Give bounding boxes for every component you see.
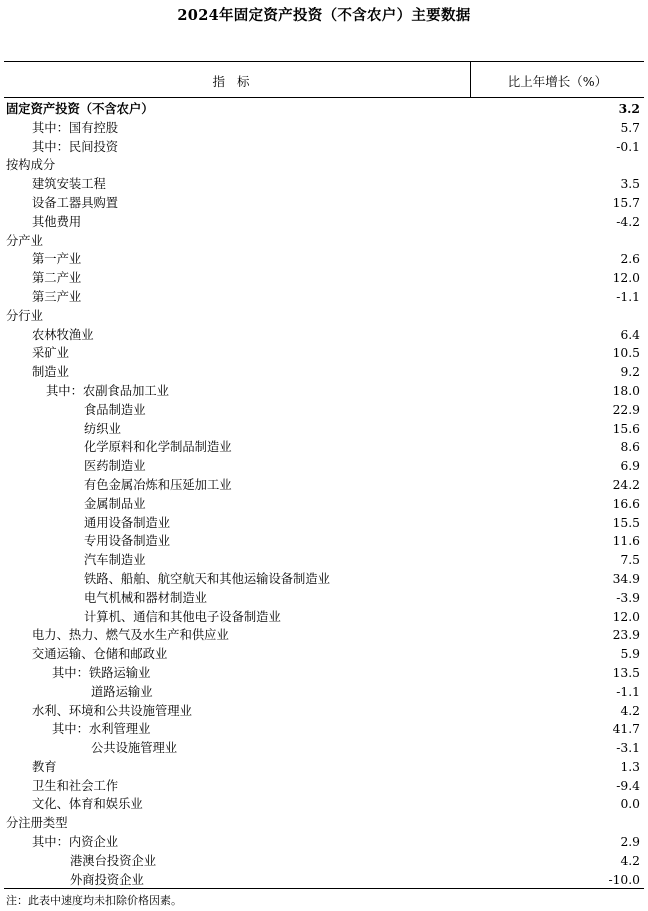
row-value: 18.0 <box>612 383 640 398</box>
row-value: 15.6 <box>612 421 640 436</box>
row-label: 电力、热力、燃气及水生产和供应业 <box>32 628 229 643</box>
row-value: -0.1 <box>616 139 640 154</box>
table-row <box>0 758 648 777</box>
table-footnote: 注：此表中速度均未扣除价格因素。 <box>6 894 182 907</box>
row-value: -1.1 <box>616 289 640 304</box>
row-label: 第一产业 <box>32 252 82 267</box>
row-value: 5.7 <box>620 120 640 135</box>
table-row <box>0 269 648 288</box>
table-row <box>0 495 648 514</box>
row-value: -4.2 <box>616 214 640 229</box>
row-label: 道路运输业 <box>91 684 153 699</box>
row-label: 有色金属冶炼和压延加工业 <box>84 477 232 492</box>
table-row <box>0 683 648 702</box>
table-row <box>0 175 648 194</box>
table-bottom-rule <box>4 888 644 889</box>
row-value: 2.6 <box>620 252 640 267</box>
row-value: 3.5 <box>620 177 640 192</box>
row-label: 计算机、通信和其他电子设备制造业 <box>84 609 281 624</box>
table-row <box>0 777 648 796</box>
row-label: 其他费用 <box>32 214 82 229</box>
row-label: 农林牧渔业 <box>32 327 94 342</box>
row-label: 食品制造业 <box>84 402 146 417</box>
table-row <box>0 213 648 232</box>
row-label: 纺织业 <box>84 421 121 436</box>
table-row <box>0 138 648 157</box>
row-value: 34.9 <box>612 571 640 586</box>
row-value: 12.0 <box>612 271 640 286</box>
row-value: -3.9 <box>616 590 640 605</box>
row-label: 分注册类型 <box>6 816 68 831</box>
table-row <box>0 871 648 890</box>
row-label: 其中：铁路运输业 <box>52 665 151 680</box>
row-label: 设备工器具购置 <box>32 195 119 210</box>
table-row <box>0 645 648 664</box>
table-row <box>0 401 648 420</box>
row-label: 固定资产投资（不含农户） <box>6 101 154 116</box>
table-row <box>0 664 648 683</box>
row-label: 化学原料和化学制品制造业 <box>84 440 232 455</box>
row-label: 卫生和社会工作 <box>32 778 119 793</box>
row-label: 建筑安装工程 <box>32 177 106 192</box>
row-label: 汽车制造业 <box>84 553 146 568</box>
table-row <box>0 702 648 721</box>
row-label: 分行业 <box>6 308 43 323</box>
row-label: 电气机械和器材制造业 <box>84 590 207 605</box>
row-label: 水利、环境和公共设施管理业 <box>32 703 192 718</box>
row-value: 9.2 <box>620 365 640 380</box>
row-label: 公共设施管理业 <box>91 741 178 756</box>
row-value: -10.0 <box>608 872 640 887</box>
table-row <box>0 739 648 758</box>
table-row <box>0 514 648 533</box>
row-value: 5.9 <box>620 647 640 662</box>
row-value: -9.4 <box>616 778 640 793</box>
table-row <box>0 119 648 138</box>
table-row <box>0 570 648 589</box>
row-value: 6.4 <box>620 327 640 342</box>
row-value: -1.1 <box>616 684 640 699</box>
row-label: 外商投资企业 <box>70 872 144 887</box>
row-label: 其中：国有控股 <box>32 120 119 135</box>
row-label: 其中：水利管理业 <box>52 722 151 737</box>
table-row <box>0 288 648 307</box>
row-value: 23.9 <box>612 628 640 643</box>
row-label: 铁路、船舶、航空航天和其他运输设备制造业 <box>84 571 330 586</box>
row-value: 8.6 <box>620 440 640 455</box>
row-value: 1.3 <box>620 759 640 774</box>
row-label: 制造业 <box>32 365 69 380</box>
row-value: 4.2 <box>620 703 640 718</box>
table-row <box>0 720 648 739</box>
row-value: 12.0 <box>612 609 640 624</box>
table-title: 2024年固定资产投资（不含农户）主要数据 <box>177 7 471 24</box>
table-row <box>0 307 648 326</box>
row-value: 3.2 <box>618 101 640 116</box>
table-row <box>0 363 648 382</box>
table-row <box>0 795 648 814</box>
table-row <box>0 476 648 495</box>
table-row <box>0 852 648 871</box>
table-row <box>0 100 648 119</box>
row-label: 其中：内资企业 <box>32 835 119 850</box>
row-value: 13.5 <box>612 665 640 680</box>
table-row <box>0 608 648 627</box>
column-header-growth: 比上年增长（%） <box>507 74 608 89</box>
table-row <box>0 156 648 175</box>
table-row <box>0 344 648 363</box>
row-value: 15.7 <box>612 195 640 210</box>
row-value: 4.2 <box>620 853 640 868</box>
table-row <box>0 382 648 401</box>
row-label: 通用设备制造业 <box>84 515 171 530</box>
row-value: 7.5 <box>620 553 640 568</box>
column-header-indicator: 指标 <box>212 74 262 89</box>
row-label: 分产业 <box>6 233 43 248</box>
row-label: 教育 <box>32 759 57 774</box>
table-row <box>0 833 648 852</box>
row-value: 15.5 <box>612 515 640 530</box>
row-label: 采矿业 <box>32 346 69 361</box>
table-row <box>0 532 648 551</box>
table-top-rule <box>4 61 644 62</box>
row-label: 按构成分 <box>6 158 56 173</box>
row-label: 第三产业 <box>32 289 82 304</box>
table-row <box>0 194 648 213</box>
row-value: 2.9 <box>620 835 640 850</box>
row-value: -3.1 <box>616 741 640 756</box>
row-value: 22.9 <box>612 402 640 417</box>
row-value: 24.2 <box>612 477 640 492</box>
row-label: 文化、体育和娱乐业 <box>32 797 143 812</box>
row-label: 交通运输、仓储和邮政业 <box>32 647 168 662</box>
row-label: 港澳台投资企业 <box>70 853 157 868</box>
table-body <box>0 100 648 889</box>
table-row <box>0 438 648 457</box>
row-value: 16.6 <box>612 496 640 511</box>
row-value: 11.6 <box>612 534 640 549</box>
row-label: 其中：民间投资 <box>32 139 119 154</box>
table-row <box>0 814 648 833</box>
table-row <box>0 420 648 439</box>
row-value: 0.0 <box>620 797 640 812</box>
header-bottom-rule <box>4 97 644 98</box>
row-value: 6.9 <box>620 459 640 474</box>
table-row <box>0 589 648 608</box>
table-row <box>0 457 648 476</box>
row-label: 医药制造业 <box>84 459 146 474</box>
table-row <box>0 326 648 345</box>
table-row <box>0 551 648 570</box>
row-label: 其中：农副食品加工业 <box>46 383 169 398</box>
row-label: 第二产业 <box>32 271 82 286</box>
row-value: 10.5 <box>612 346 640 361</box>
table-row <box>0 626 648 645</box>
row-value: 41.7 <box>612 722 640 737</box>
row-label: 专用设备制造业 <box>84 534 171 549</box>
table-row <box>0 232 648 251</box>
row-label: 金属制品业 <box>84 496 146 511</box>
table-row <box>0 250 648 269</box>
